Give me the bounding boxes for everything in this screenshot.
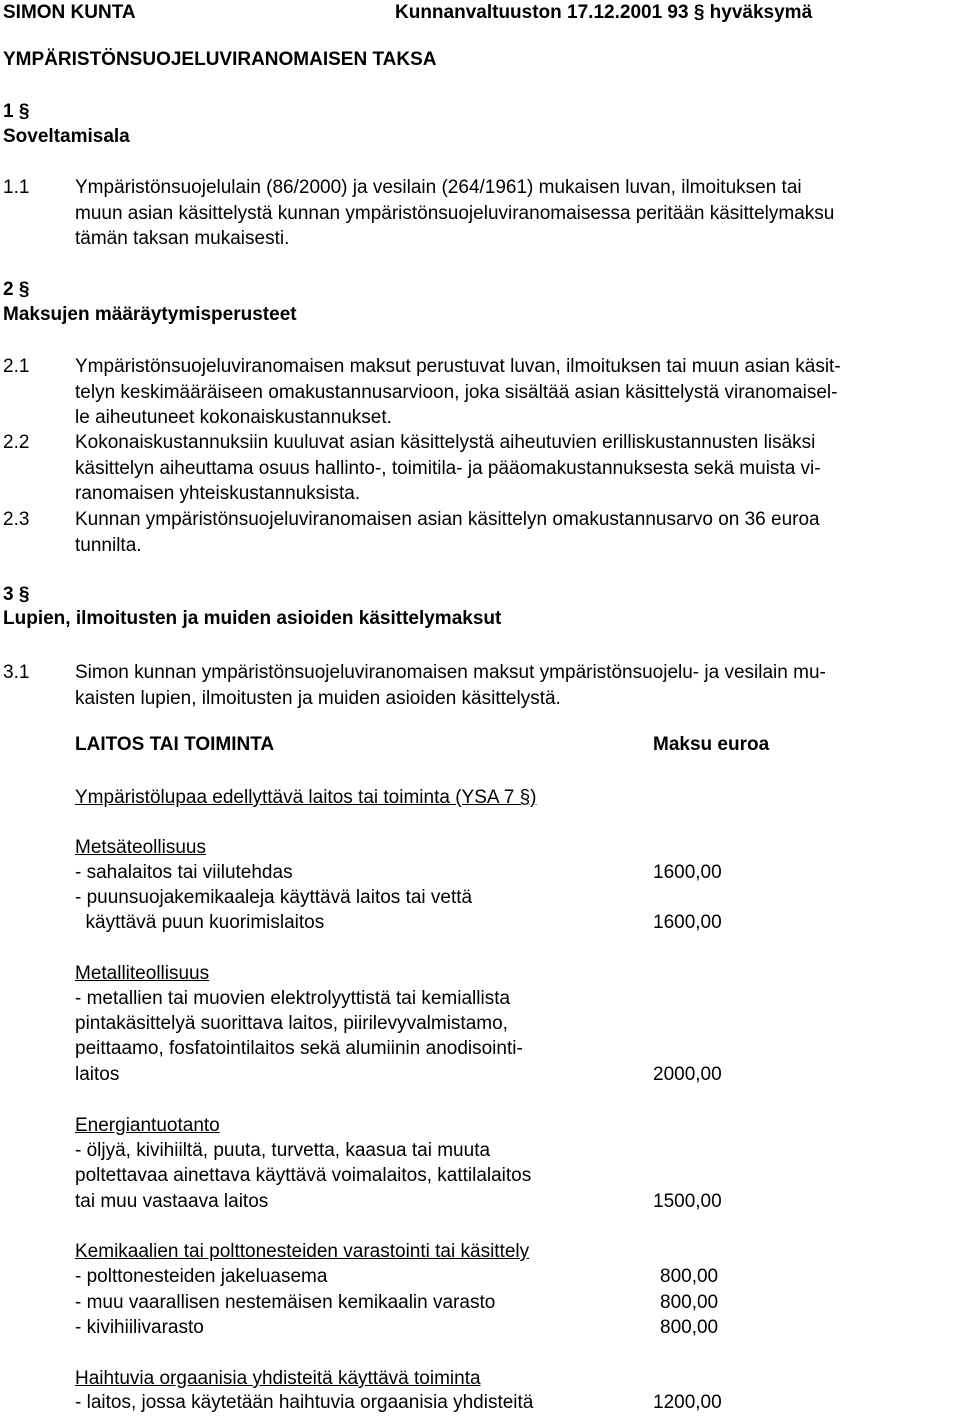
- para-1-1: [75, 175, 955, 252]
- para-line: muun asian käsittelystä kunnan ympäristönsuojeluviranomaisessa peritään käsittelymaksu: [75, 202, 835, 224]
- para-2-1-number: 2.1: [3, 356, 30, 377]
- item-line: - puunsuojakemikaaleja käyttävä laitos tai vettä: [75, 887, 473, 908]
- para-line: Kunnan ympäristönsuojeluviranomaisen asian käsittelyn omakustannusarvo on 36 euroa: [75, 509, 820, 530]
- item-line: - laitos, jossa käytetään haihtuvia orgaanisia yhdisteitä: [75, 1392, 534, 1413]
- fee-amount: 1600,00: [653, 862, 722, 883]
- para-line: Kokonaiskustannuksiin kuuluvat asian käsittelystä aiheutuvien erilliskustannusten lisäksi: [75, 432, 816, 453]
- item-line: tai muu vastaava laitos: [75, 1191, 269, 1212]
- group-heading: Haihtuvia orgaanisia yhdisteitä käyttävä toiminta: [75, 1368, 481, 1389]
- fee-amount: 1500,00: [653, 1191, 722, 1212]
- para-line: tämän taksan mukaisesti.: [75, 228, 290, 249]
- fee-amount: 800,00: [660, 1292, 719, 1313]
- para-2-1: [75, 354, 955, 431]
- municipality-name: SIMON KUNTA: [3, 2, 136, 23]
- approval-note: Kunnanvaltuuston 17.12.2001 93 § hyväksymä: [395, 2, 813, 23]
- para-1-1-number: 1.1: [3, 177, 30, 198]
- para-2-2-number: 2.2: [3, 432, 30, 453]
- para-3-1: [75, 660, 955, 711]
- section-1-title: Soveltamisala: [3, 126, 130, 147]
- item-line: käyttävä puun kuorimislaitos: [75, 912, 325, 933]
- item-line: - kivihiilivarasto: [75, 1317, 204, 1338]
- item-line: - polttonesteiden jakeluasema: [75, 1266, 328, 1287]
- group-heading: Energiantuotanto: [75, 1115, 220, 1136]
- para-line: Ympäristönsuojelulain (86/2000) ja vesilain (264/1961) mukaisen luvan, ilmoituksen tai: [75, 177, 802, 198]
- para-3-1-number: 3.1: [3, 662, 30, 683]
- para-line: käsittelyn aiheuttama osuus hallinto-, toimitila- ja pääomakustannuksesta sekä muista vi-: [75, 457, 821, 479]
- fee-amount: 800,00: [660, 1266, 719, 1287]
- item-line: pintakäsittelyä suorittava laitos, piirilevyvalmistamo,: [75, 1013, 508, 1034]
- item-line: poltettavaa ainettava käyttävä voimalaitos, kattilalaitos: [75, 1165, 532, 1186]
- para-line: Ympäristönsuojeluviranomaisen maksut perustuvat luvan, ilmoituksen tai muun asian käsit-: [75, 356, 841, 377]
- item-line: - sahalaitos tai viilutehdas: [75, 862, 293, 883]
- group-heading: Kemikaalien tai polttonesteiden varastointi tai käsittely: [75, 1241, 530, 1262]
- para-line: tunnilta.: [75, 534, 142, 556]
- para-line: ranomaisen yhteiskustannuksista.: [75, 483, 361, 504]
- section-3-title: Lupien, ilmoitusten ja muiden asioiden käsittelymaksut: [3, 608, 502, 629]
- item-line: peittaamo, fosfatointilaitos sekä alumiinin anodisointi-: [75, 1038, 523, 1059]
- para-2-2: [75, 430, 955, 507]
- col-header-fee: Maksu euroa: [653, 734, 770, 755]
- document-title: YMPÄRISTÖNSUOJELUVIRANOMAISEN TAKSA: [3, 49, 437, 70]
- fee-amount: 2000,00: [653, 1064, 722, 1085]
- group-heading: Metalliteollisuus: [75, 963, 210, 984]
- group-heading: Metsäteollisuus: [75, 837, 206, 858]
- section-2-title: Maksujen määräytymisperusteet: [3, 304, 297, 325]
- fee-amount: 1600,00: [653, 912, 722, 933]
- item-line: - öljyä, kivihiiltä, puuta, turvetta, kaasua tai muuta: [75, 1140, 491, 1161]
- item-line: laitos: [75, 1064, 120, 1085]
- section-1-number: 1 §: [3, 101, 30, 122]
- para-line: Simon kunnan ympäristönsuojeluviranomaisen maksut ympäristönsuojelu- ja vesilain mu-: [75, 662, 826, 683]
- para-2-3: [75, 507, 955, 558]
- section-3-number: 3 §: [3, 584, 30, 605]
- item-line: - metallien tai muovien elektrolyyttistä tai kemiallista: [75, 988, 511, 1009]
- fee-amount: 800,00: [660, 1317, 719, 1338]
- section-2-number: 2 §: [3, 279, 30, 300]
- para-2-3-number: 2.3: [3, 509, 30, 530]
- para-line: kaisten lupien, ilmoitusten ja muiden asioiden käsittelystä.: [75, 687, 561, 709]
- table-subheading: Ympäristölupaa edellyttävä laitos tai toiminta (YSA 7 §): [75, 787, 537, 808]
- item-line: - muu vaarallisen nestemäisen kemikaalin varasto: [75, 1292, 496, 1313]
- para-line: le aiheutuneet kokonaiskustannukset.: [75, 407, 392, 428]
- para-line: telyn keskimääräiseen omakustannusarvioon, joka sisältää asian käsittelystä viranomaisel-: [75, 381, 838, 403]
- col-header-activity: LAITOS TAI TOIMINTA: [75, 734, 275, 755]
- fee-amount: 1200,00: [653, 1392, 722, 1413]
